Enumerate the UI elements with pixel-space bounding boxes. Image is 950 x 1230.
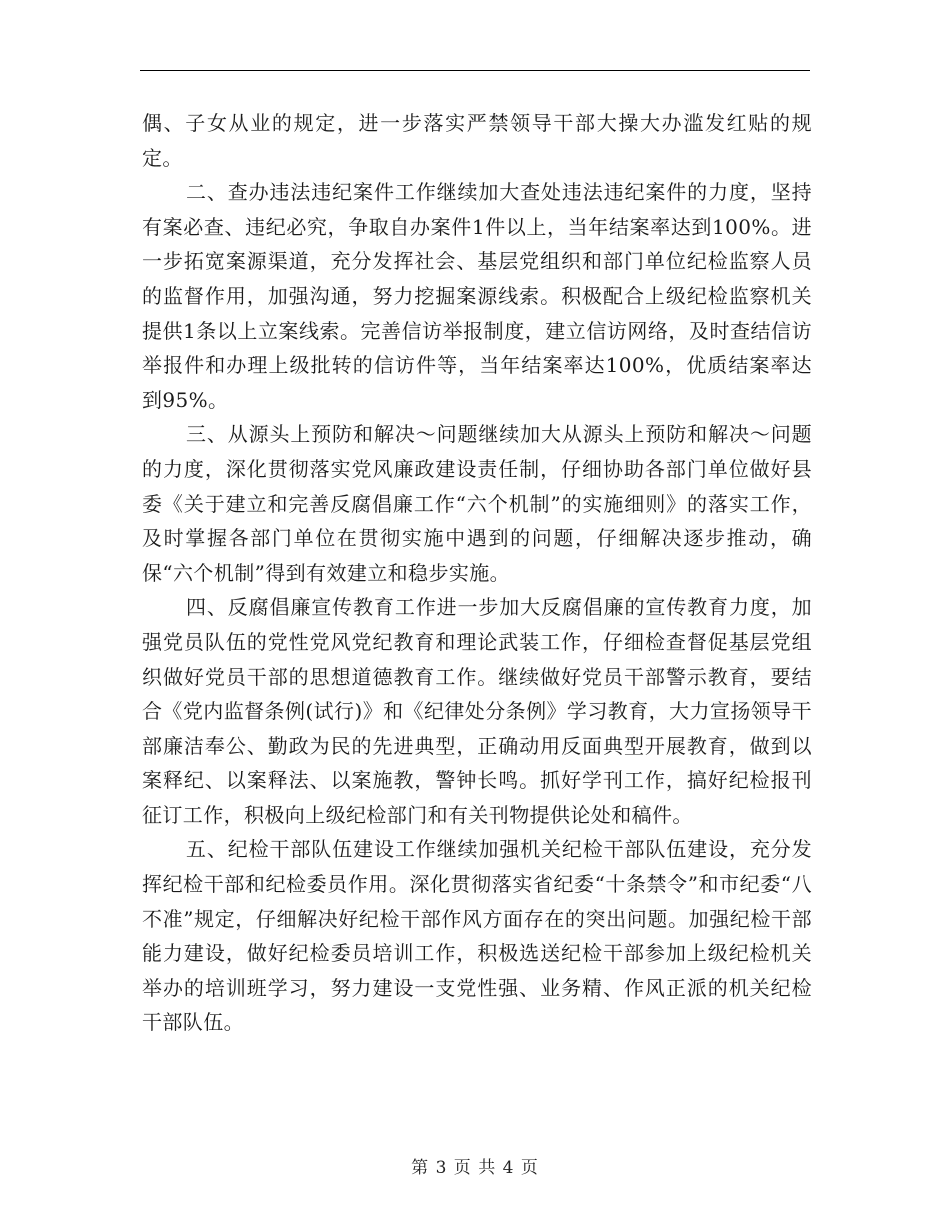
header-rule — [140, 70, 810, 71]
paragraph-section-3: 三、从源头上预防和解决～问题继续加大从源头上预防和解决～问题的力度，深化贯彻落实党风廉政建设责任制，仔细协助各部门单位做好县委《关于建立和完善反腐倡廉工作“六个机制”的实施细则》的落实工作，及时掌握各部门单位在贯彻实施中遇到的问题，仔细解决逐步推动，确保“六个机制”得到有效建立和稳步实施。 — [142, 422, 812, 585]
paragraph-section-2: 二、查办违法违纪案件工作继续加大查处违法违纪案件的力度，坚持有案必查、违纪必究，争取自办案件1件以上，当年结案率达到100%。进一步拓宽案源渠道，充分发挥社会、基层党组织和部门单位纪检监察人员的监督作用，加强沟通，努力挖掘案源线索。积极配合上级纪检监察机关提供1条以上立案线索。完善信访举报制度，建立信访网络，及时查结信访举报件和办理上级批转的信访件等，当年结案率达100%，优质结案率达到95%。 — [142, 180, 812, 412]
paragraph-section-5: 五、纪检干部队伍建设工作继续加强机关纪检干部队伍建设，充分发挥纪检干部和纪检委员作用。深化贯彻落实省纪委“十条禁令”和市纪委“八不准”规定，仔细解决好纪检干部作风方面存在的突出问题。加强纪检干部能力建设，做好纪检委员培训工作，积极选送纪检干部参加上级纪检机关举办的培训班学习，努力建设一支党性强、业务精、作风正派的机关纪检干部队伍。 — [142, 837, 812, 1035]
page-number-footer: 第 3 页 共 4 页 — [411, 1158, 539, 1178]
document-body — [142, 106, 812, 1040]
paragraph-section-4: 四、反腐倡廉宣传教育工作进一步加大反腐倡廉的宣传教育力度，加强党员队伍的党性党风党纪教育和理论武装工作，仔细检查督促基层党组织做好党员干部的思想道德教育工作。继续做好党员干部警示教育，要结合《党内监督条例(试行)》和《纪律处分条例》学习教育，大力宣扬领导干部廉洁奉公、勤政为民的先进典型，正确动用反面典型开展教育，做到以案释纪、以案释法、以案施教，警钟长鸣。抓好学刊工作，搞好纪检报刊征订工作，积极向上级纪检部门和有关刊物提供论处和稿件。 — [142, 595, 812, 827]
paragraph-continuation: 偶、子女从业的规定，进一步落实严禁领导干部大操大办滥发红贴的规定。 — [142, 111, 812, 170]
